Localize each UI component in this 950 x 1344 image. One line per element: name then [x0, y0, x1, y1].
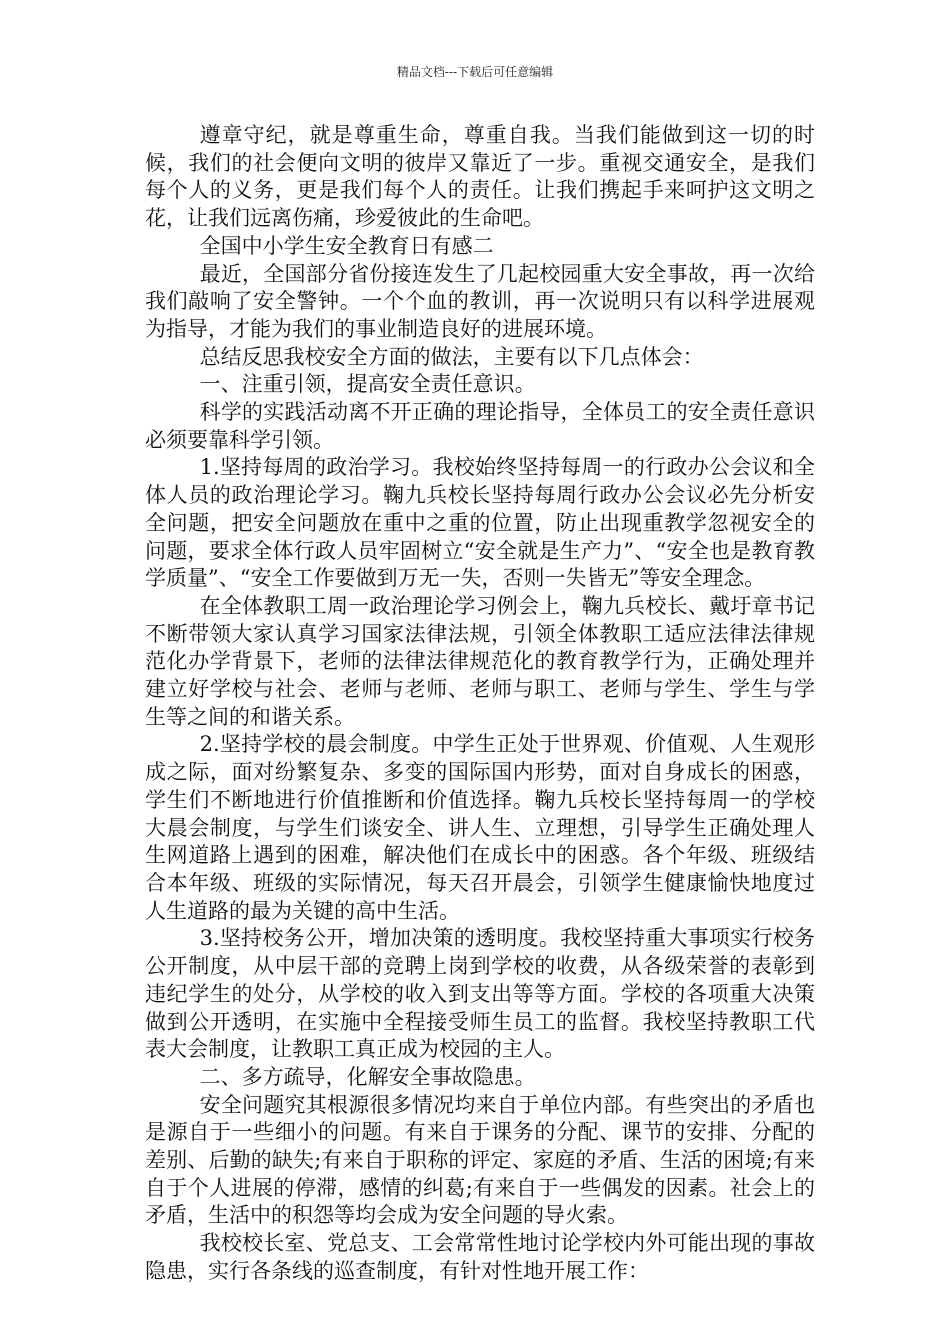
- paragraph: 遵章守纪，就是尊重生命，尊重自我。当我们能做到这一切的时候，我们的社会便向文明的彼岸又靠近了一步。重视交通安全，是我们每个人的义务，更是我们每个人的责任。让我们携起手来呵护这文明之花，让我们远离伤痛，珍爱彼此的生命吧。: [145, 123, 815, 231]
- paragraph: 总结反思我校安全方面的做法，主要有以下几点体会：: [199, 344, 704, 369]
- section-heading: 一、注重引领，提高安全责任意识。: [199, 372, 536, 397]
- page-header: 精品文档---下载后可任意编辑: [396, 65, 554, 79]
- paragraph: 3.坚持校务公开，增加决策的透明度。我校坚持重大事项实行校务公开制度，从中层干部的竞聘上岗到学校的收费，从各级荣誉的表彰到违纪学生的处分，从学校的收入到支出等等方面。学校的各项重大决策做到公开透明，在实施中全程接受师生员工的监督。我校坚持教职工代表大会制度，让教职工真正成为校园的主人。: [145, 926, 815, 1062]
- paragraph: 科学的实践活动离不开正确的理论指导，全体员工的安全责任意识必须要靠科学引领。: [145, 400, 815, 452]
- paragraph: 我校校长室、党总支、工会常常性地讨论学校内外可能出现的事故隐患，实行各条线的巡查制度，有针对性地开展工作：: [145, 1231, 815, 1283]
- document-body: [145, 122, 815, 1286]
- section-heading: 二、多方疏导，化解安全事故隐患。: [199, 1064, 536, 1089]
- paragraph: 1.坚持每周的政治学习。我校始终坚持每周一的行政办公会议和全体人员的政治理论学习。鞠九兵校长坚持每周行政办公会议必先分析安全问题，把安全问题放在重中之重的位置，防止出现重教学忽视安全的问题，要求全体行政人员牢固树立“安全就是生产力”、“安全也是教育教学质量”、“安全工作要做到万无一失，否则一失皆无”等安全理念。: [145, 455, 815, 591]
- paragraph: 最近，全国部分省份接连发生了几起校园重大安全事故，再一次给我们敲响了安全警钟。一个个血的教训，再一次说明只有以科学进展观为指导，才能为我们的事业制造良好的进展环境。: [145, 261, 815, 341]
- paragraph: 2.坚持学校的晨会制度。中学生正处于世界观、价值观、人生观形成之际，面对纷繁复杂、多变的国际国内形势，面对自身成长的困惑，学生们不断地进行价值推断和价值选择。鞠九兵校长坚持每周一的学校大晨会制度，与学生们谈安全、讲人生、立理想，引导学生正确处理人生网道路上遇到的困难，解决他们在成长中的困惑。各个年级、班级结合本年级、班级的实际情况，每天召开晨会，引领学生健康愉快地度过人生道路的最为关键的高中生活。: [145, 732, 815, 923]
- paragraph: 安全问题究其根源很多情况均来自于单位内部。有些突出的矛盾也是源自于一些细小的问题。有来自于课务的分配、课节的安排、分配的差别、后勤的缺失;有来自于职称的评定、家庭的矛盾、生活的困境;有来自于个人进展的停滞，感情的纠葛;有来自于一些偶发的因素。社会上的矛盾，生活中的积怨等均会成为安全问题的导火索。: [145, 1092, 815, 1228]
- paragraph: 在全体教职工周一政治理论学习例会上，鞠九兵校长、戴圩章书记不断带领大家认真学习国家法律法规，引领全体教职工适应法律法律规范化办学背景下，老师的法律法律规范化的教育教学行为，正确处理并建立好学校与社会、老师与老师、老师与职工、老师与学生、学生与学生等之间的和谐关系。: [145, 593, 815, 729]
- section-title: 全国中小学生安全教育日有感二: [199, 233, 494, 258]
